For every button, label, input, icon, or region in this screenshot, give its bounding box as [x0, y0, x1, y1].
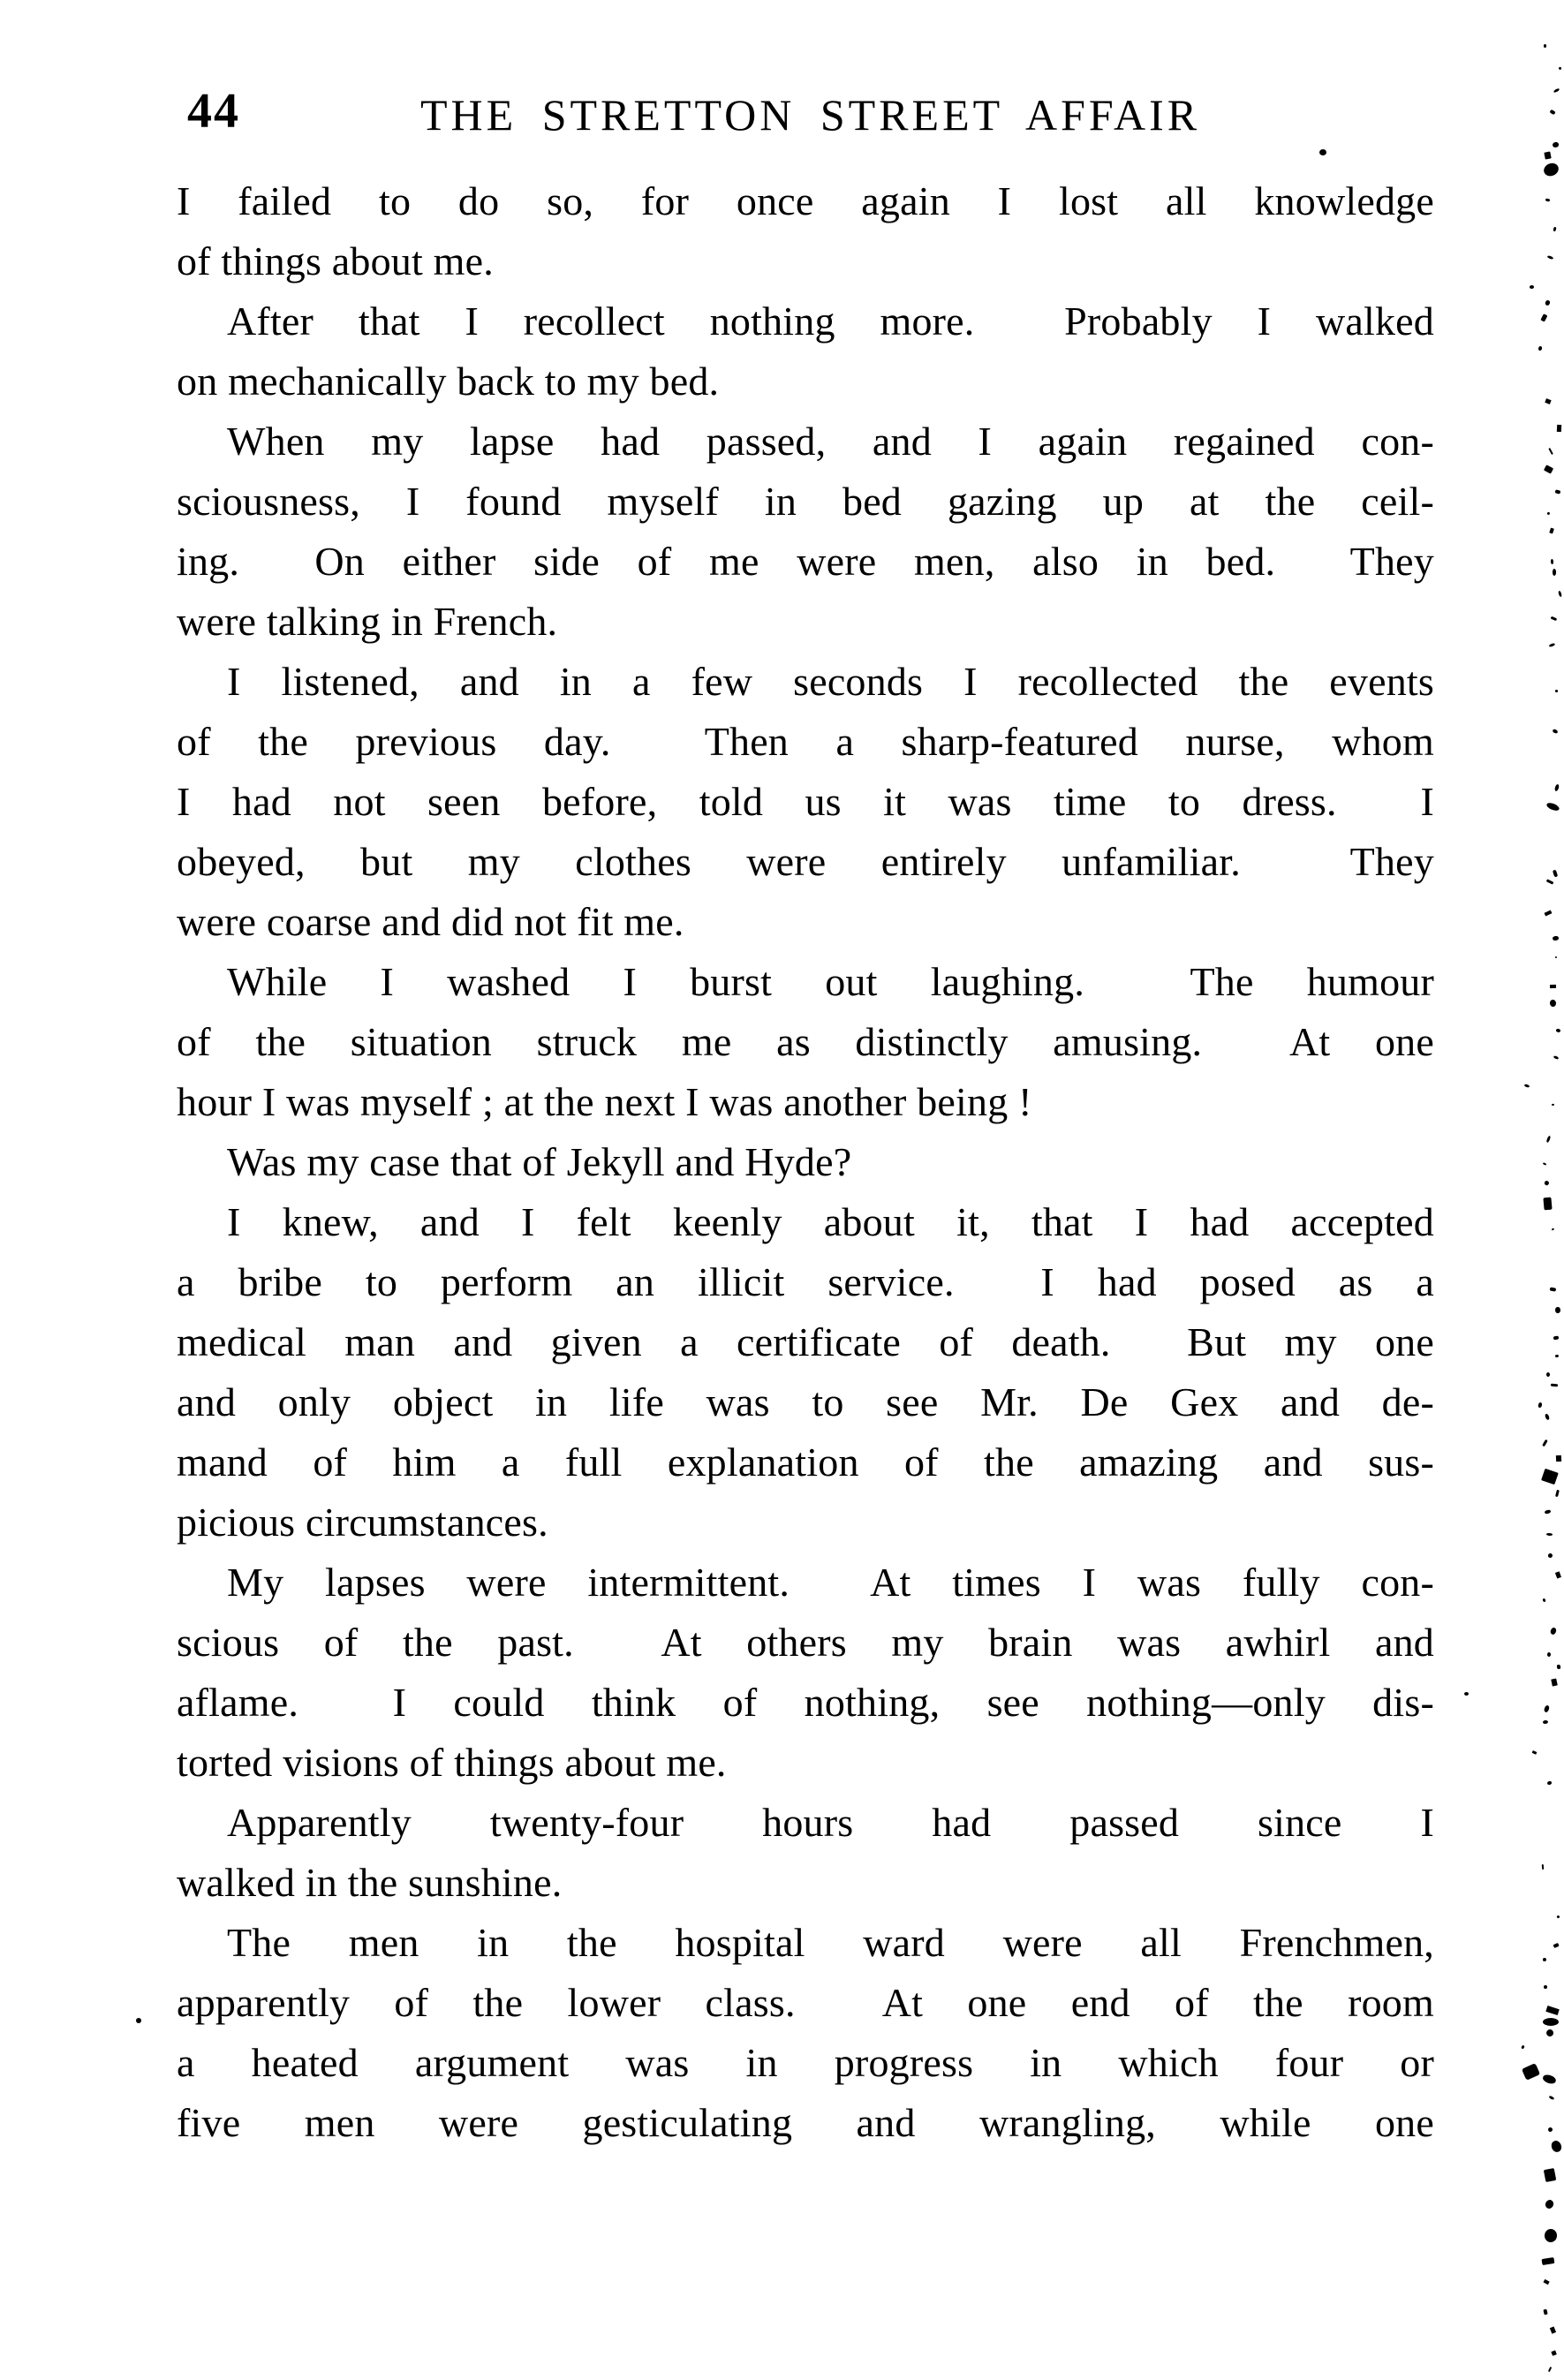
scan-speck	[1548, 448, 1553, 455]
scan-speck	[1542, 2257, 1555, 2266]
scan-speck	[1545, 1414, 1550, 1421]
scan-speck	[1555, 690, 1559, 692]
text-line: of the previous day. Then a sharp-featured nurse, whom	[177, 719, 1434, 764]
running-title: THE STRETTON STREET AFFAIR	[420, 90, 1201, 140]
scan-speck	[1545, 1136, 1551, 1143]
scan-speck	[1551, 1678, 1558, 1686]
scan-speck	[136, 2018, 141, 2023]
scan-speck	[1549, 2139, 1562, 2154]
scan-speck	[1550, 109, 1556, 115]
scan-speck	[1544, 151, 1552, 159]
scan-speck	[1545, 2029, 1555, 2038]
scan-speck	[1553, 87, 1559, 93]
scan-speck	[1544, 1985, 1547, 1989]
text-line: hour I was myself ; at the next I was another being !	[177, 1079, 1032, 1124]
scan-speck	[1551, 1228, 1554, 1230]
text-line: The men in the hospital ward were all Frenchmen,	[227, 1920, 1434, 1965]
scan-speck	[1538, 1402, 1542, 1407]
text-line: five men were gesticulating and wrangling, while one	[177, 2100, 1434, 2145]
scan-speck	[1545, 299, 1551, 306]
scan-speck	[1549, 2096, 1555, 2100]
scan-speck	[1553, 1055, 1560, 1060]
scan-speck	[1542, 1864, 1545, 1870]
scan-speck	[1548, 2367, 1553, 2372]
scan-speck	[1549, 2326, 1556, 2334]
scan-speck	[1544, 1704, 1550, 1712]
scan-speck	[1556, 1029, 1561, 1033]
text-line: obeyed, but my clothes were entirely unfamiliar. They	[177, 839, 1434, 884]
scan-speck	[1553, 141, 1560, 147]
text-line: While I washed I burst out laughing. The humour	[227, 959, 1434, 1004]
scan-speck	[1558, 67, 1560, 70]
page-text	[177, 171, 1434, 2153]
text-line: aflame. I could think of nothing, see nothing—only dis-	[177, 1680, 1434, 1725]
text-line: of the situation struck me as distinctly amusing. At one	[177, 1019, 1434, 1064]
scan-speck	[1548, 2127, 1553, 2132]
text-line: apparently of the lower class. At one end of the room	[177, 1980, 1434, 2025]
text-line: torted visions of things about me.	[177, 1740, 727, 1785]
scan-speck	[1544, 1509, 1550, 1514]
scan-speck	[1544, 44, 1545, 49]
text-line: After that I recollect nothing more. Probably I walked	[227, 298, 1434, 344]
text-line: walked in the sunshine.	[177, 1860, 563, 1905]
scan-speck	[1522, 2045, 1525, 2050]
text-line: ing. On either side of me were men, also in bed. They	[177, 539, 1434, 584]
scan-speck	[1541, 1469, 1558, 1485]
scan-speck	[1555, 956, 1557, 958]
scan-speck	[1553, 784, 1559, 791]
scan-speck	[1543, 1598, 1546, 1602]
scan-speck	[1543, 2018, 1559, 2026]
scan-speck	[1464, 1692, 1469, 1696]
scan-speck	[1551, 616, 1558, 621]
scan-speck	[1550, 527, 1555, 533]
scan-speck	[1538, 345, 1542, 351]
text-line: of things about me.	[177, 238, 494, 283]
scan-speck	[1553, 1335, 1558, 1340]
text-line: were coarse and did not fit me.	[177, 899, 684, 944]
scan-speck	[1550, 1288, 1556, 1292]
scan-speck	[1544, 2198, 1555, 2210]
scan-speck	[1551, 1384, 1558, 1387]
scan-speck	[1555, 1572, 1561, 1579]
scan-speck	[1553, 569, 1556, 576]
scan-speck	[1319, 149, 1326, 155]
text-line: I listened, and in a few seconds I recollected the events	[227, 659, 1434, 704]
text-line: a heated argument was in progress in which four or	[177, 2040, 1434, 2085]
scan-speck	[1546, 1781, 1552, 1786]
text-line: Apparently twenty-four hours had passed since I	[227, 1800, 1434, 1845]
scan-speck	[1544, 465, 1554, 474]
scan-speck	[1545, 398, 1551, 404]
scan-speck	[1542, 1958, 1546, 1962]
scan-speck	[1547, 512, 1551, 516]
scan-speck	[1553, 226, 1556, 231]
scan-speck	[1549, 999, 1556, 1007]
text-line: picious circumstances.	[177, 1500, 548, 1545]
scan-speck	[1530, 285, 1534, 289]
scan-speck	[1557, 1665, 1561, 1669]
text-line: I had not seen before, told us it was time to dress. I	[177, 779, 1434, 824]
scan-speck	[1556, 1455, 1561, 1462]
scan-speck	[1543, 1197, 1552, 1210]
scan-speck	[1544, 2308, 1548, 2314]
scan-speck	[1557, 1915, 1560, 1918]
scan-speck	[1546, 879, 1554, 885]
scan-speck	[1546, 1372, 1550, 1377]
scan-speck	[1544, 2167, 1557, 2181]
text-line: Was my case that of Jekyll and Hyde?	[227, 1139, 852, 1184]
scan-speck	[1553, 1943, 1559, 1948]
scan-speck	[1543, 1439, 1548, 1447]
page-number: 44	[187, 84, 240, 139]
scan-speck	[1552, 936, 1558, 941]
text-line: on mechanically back to my bed.	[177, 359, 720, 404]
scan-speck	[1558, 591, 1562, 597]
text-line: a bribe to perform an illicit service. I had posed as a	[177, 1259, 1434, 1304]
scan-speck	[1524, 1084, 1530, 1088]
scan-speck	[1543, 1720, 1549, 1725]
scan-speck	[1554, 489, 1560, 494]
scan-speck	[1555, 1355, 1559, 1358]
scan-speck	[1552, 1104, 1554, 1107]
scan-speck	[1547, 1652, 1551, 1657]
text-line: and only object in life was to see Mr. De Gex and de-	[177, 1379, 1434, 1424]
scan-speck	[1546, 1533, 1553, 1536]
scan-speck	[1545, 2228, 1557, 2241]
scan-speck	[1551, 559, 1553, 564]
scan-speck	[1553, 870, 1559, 878]
text-line: scious of the past. At others my brain was awhirl and	[177, 1620, 1434, 1665]
text-line: sciousness, I found myself in bed gazing up at the ceil-	[177, 479, 1434, 524]
scan-speck	[1542, 161, 1560, 178]
text-line: My lapses were intermittent. At times I was fully con-	[227, 1560, 1434, 1605]
scan-speck	[1545, 801, 1560, 812]
scan-speck	[1552, 729, 1558, 734]
text-line: I failed to do so, for once again I lost all knowledge	[177, 178, 1434, 223]
scan-speck	[1555, 1307, 1560, 1313]
scan-speck	[1542, 2074, 1557, 2085]
scan-speck	[1548, 643, 1554, 648]
scan-speck	[1522, 2063, 1540, 2080]
scan-speck	[1532, 1750, 1538, 1755]
scan-speck	[1547, 1553, 1553, 1558]
text-line: mand of him a full explanation of the amazing and sus-	[177, 1439, 1434, 1485]
scan-speck	[1550, 985, 1556, 988]
scan-speck	[1541, 314, 1548, 321]
scan-speck	[1544, 1180, 1549, 1185]
text-line: medical man and given a certificate of death. But my one	[177, 1319, 1434, 1364]
scan-speck	[1543, 2279, 1550, 2286]
scan-speck	[1545, 198, 1550, 201]
scan-speck	[1544, 910, 1552, 916]
scan-speck	[1549, 1627, 1556, 1635]
scan-speck	[1547, 255, 1553, 260]
scan-speck	[1556, 425, 1561, 432]
scan-speck	[1551, 2351, 1557, 2356]
text-line: I knew, and I felt keenly about it, that I had accepted	[227, 1199, 1434, 1244]
scan-speck	[1542, 1162, 1546, 1166]
text-line: were talking in French.	[177, 599, 558, 644]
text-line: When my lapse had passed, and I again regained con-	[227, 419, 1434, 464]
scan-speck	[1545, 2006, 1559, 2015]
scan-speck	[1555, 1489, 1560, 1496]
